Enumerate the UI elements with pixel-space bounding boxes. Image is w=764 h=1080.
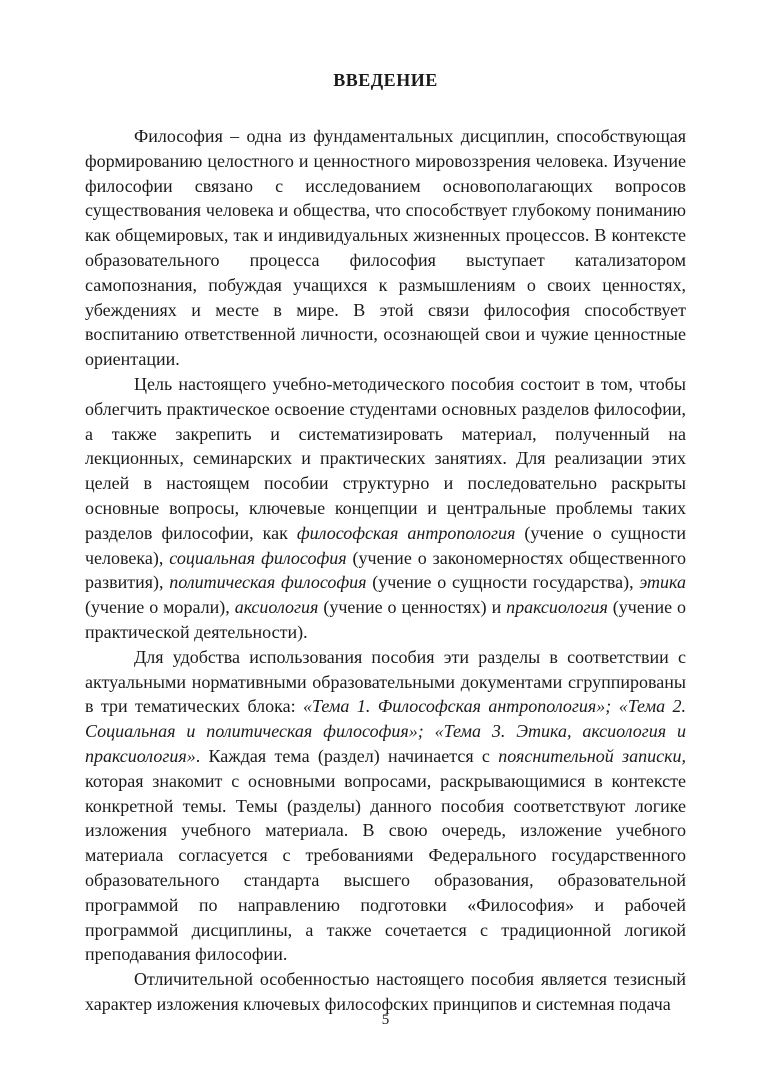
text-run: Для удобства использования пособия эти разделы в соответствии с актуальными нормативными образовательными документами сгруппированы в три тематических блока: <box>85 646 686 717</box>
text-run: (учение о сущности человека), <box>85 522 686 568</box>
text-run: Цель настоящего учебно-методического пособия состоит в том, чтобы облегчить практическое освоение студентами основных разделов философии, а также закрепить и систематизировать материал, полученный на лекционных, семинарских и практических занятиях. Для реализации этих целей в настоящем пособии структурно и последовательно раскрыты основные вопросы, ключевые концепции и центральные проблемы таких разделов философии, как <box>85 373 686 543</box>
text-run: пояснительной записки, <box>498 745 686 766</box>
text-run: аксиология <box>234 597 319 618</box>
paragraph <box>85 967 686 1017</box>
text-run: . Каждая тема (раздел) начинается с <box>195 745 499 766</box>
text-run: которая знакомит с основными вопросами, раскрывающимися в контексте конкретной темы. Темы (разделы) данного пособия соответствуют логике изложения учебного материала. В свою очередь, изложение учебного материала согласуется с требованиями Федерального государственного образовательного стандарта высшего образования, образовательной программой по направлению подготовки «Философия» и рабочей программой дисциплины, а также сочетается с традиционной логикой преподавания философии. <box>85 770 686 965</box>
page-title: ВВЕДЕНИЕ <box>333 70 438 90</box>
text-run: (учение о закономерностях общественного развития), <box>85 547 686 593</box>
text-run: (учение о морали), <box>85 597 235 618</box>
text-run: социальная философия <box>169 547 347 568</box>
text-run: Философия – одна из фундаментальных дисциплин, способствующая формированию целостного и ценностного мировоззрения человека. Изучение философии связано с исследованием основополагающих вопросов существования человека и общества, что способствует глубокому пониманию как общемировых, так и индивидуальных жизненных процессов. В контексте образовательного процесса философия выступает катализатором самопознания, побуждая учащихся к размышлениям о своих ценностях, убеждениях и месте в мире. В этой связи философия способствует воспитанию ответственной личности, осознающей свои и чужие ценностные ориентации. <box>85 126 686 370</box>
text-run: (учение о практической деятельности). <box>85 597 686 642</box>
page-number: 5 <box>381 1012 390 1028</box>
text-run: «Тема 1. Философская антропология»; «Тема 2. Социальная и политическая философия»; «Тема 3. Этика, аксиология и праксиология» <box>85 696 686 766</box>
text-run: (учение о ценностях) и <box>318 597 507 618</box>
text-run: Отличительной особенностью настоящего пособия является тезисный характер изложения ключевых философских принципов и системная подача <box>85 969 686 1014</box>
text-run: праксиология <box>506 597 608 618</box>
paragraph <box>85 124 686 372</box>
text-run: этика <box>639 572 686 593</box>
paragraph <box>85 645 686 967</box>
document-body <box>85 124 686 1017</box>
text-run: (учение о сущности государства), <box>366 572 640 593</box>
text-run: политическая философия <box>169 572 367 593</box>
paragraph <box>85 372 686 645</box>
text-run: философская антропология <box>296 522 516 543</box>
